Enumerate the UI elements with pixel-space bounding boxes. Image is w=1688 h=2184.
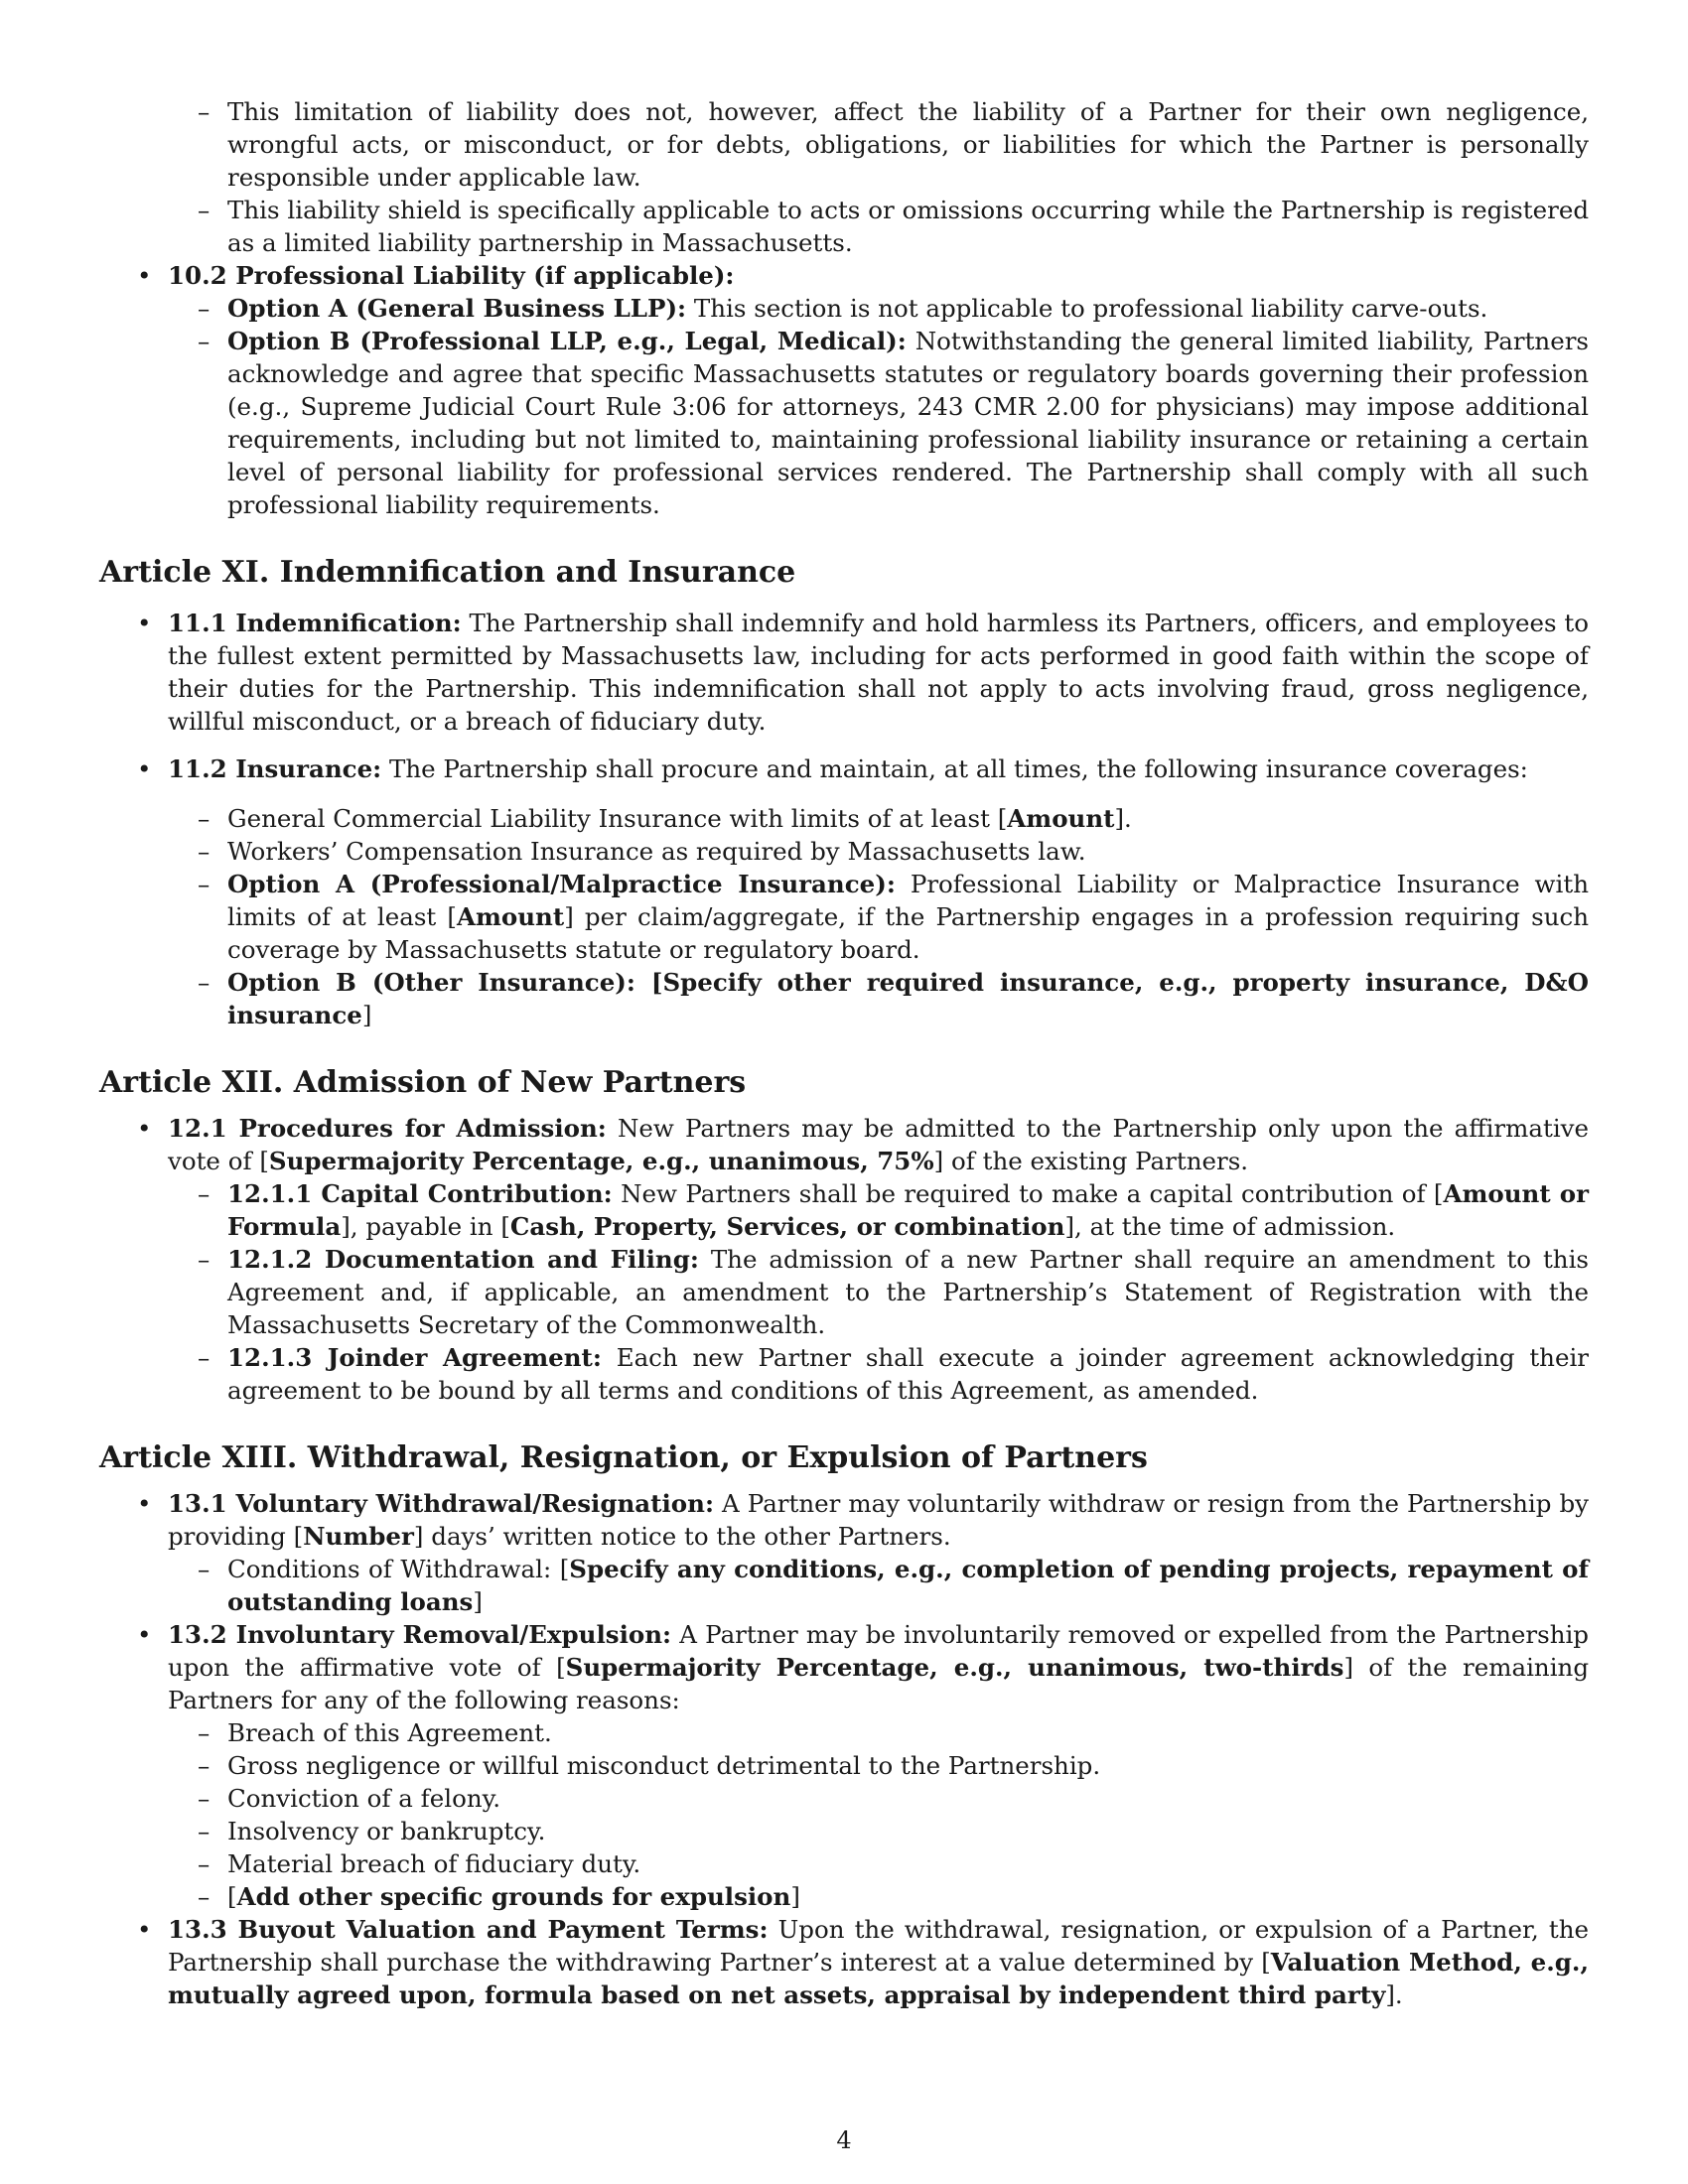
- placeholder-text: Supermajority Percentage, e.g., unanimous, 75%: [268, 1147, 934, 1175]
- placeholder-text: Specify any conditions, e.g., completion of pending projects, repayment of outstanding loans: [227, 1555, 1590, 1616]
- dash-marker: –: [198, 97, 211, 126]
- section-text: New Partners may be admitted to the Partnership only upon the affirmative vote of [: [168, 1114, 1590, 1175]
- option-text: Notwithstanding the general limited liability, Partners acknowledge and agree that specific Massachusetts statutes or regulatory boards governing their profession (e.g., Supreme Judicial Court Rule 3:06 for attorneys, 243 CMR 2.00 for physicians) may impose additional requirements, including but not limited to, maintaining professional liability insurance or retaining a certain level of personal liability for professional services rendered. The Partnership shall comply with all such professional liability requirements.: [227, 327, 1589, 519]
- dash-marker: –: [198, 968, 211, 997]
- dash-marker: –: [198, 1751, 211, 1780]
- list-item: [99, 1553, 1589, 1618]
- option-text: This section is not applicable to professional liability carve-outs.: [686, 294, 1488, 323]
- list-item: [99, 835, 1589, 868]
- list-item: [99, 95, 1589, 194]
- option-label: Option B (Other Insurance):: [227, 968, 635, 997]
- bullet-marker: •: [137, 1489, 152, 1518]
- dash-marker: –: [198, 1784, 211, 1813]
- item-text: ]: [790, 1882, 800, 1911]
- list-item: [99, 1815, 1589, 1847]
- item-text: ], at the time of admission.: [1064, 1212, 1396, 1241]
- option-label: Option A (Professional/Malpractice Insurance):: [227, 870, 896, 898]
- dash-marker: –: [198, 804, 211, 833]
- section-text: A Partner may voluntarily withdraw or resign from the Partnership by providing [: [168, 1489, 1589, 1551]
- list-item: [99, 1177, 1589, 1243]
- item-text: ]: [361, 1001, 372, 1029]
- item-text: Material breach of fiduciary duty.: [227, 1849, 641, 1878]
- section-title: 10.2 Professional Liability (if applicable):: [168, 261, 735, 290]
- item-text: Workers’ Compensation Insurance as required by Massachusetts law.: [227, 837, 1086, 866]
- article-12-list: [99, 1112, 1589, 1407]
- dash-marker: –: [198, 1179, 211, 1208]
- subsection-label: 12.1.1 Capital Contribution:: [227, 1179, 613, 1208]
- list-item: [99, 868, 1589, 966]
- list-item: [99, 1487, 1589, 1618]
- item-text: ] per claim/aggregate, if the Partnership engages in a profession requiring such coverage by Massachusetts statute or regulatory board.: [227, 902, 1589, 964]
- list-item: [99, 325, 1589, 521]
- list-item: [99, 1782, 1589, 1815]
- dash-marker: –: [198, 1849, 211, 1878]
- option-label: Option A (General Business LLP):: [227, 294, 687, 323]
- dash-marker: –: [198, 294, 211, 323]
- list-item: [99, 1847, 1589, 1880]
- item-text: Conviction of a felony.: [227, 1784, 500, 1813]
- section-text: The Partnership shall indemnify and hold harmless its Partners, officers, and employees to the fullest extent permitted by Massachusetts law, including for acts performed in good faith within the scope of their duties for the Partnership. This indemnification shall not apply to acts involving fraud, gross negligence, willful misconduct, or a breach of fiduciary duty.: [168, 609, 1589, 736]
- placeholder-text: Valuation Method, e.g., mutually agreed upon, formula based on net assets, appraisal by independent third party: [168, 1948, 1589, 2009]
- item-text: ]: [473, 1587, 483, 1616]
- list-item: [99, 292, 1589, 325]
- dash-marker: –: [198, 1718, 211, 1747]
- article-heading: Article XII. Admission of New Partners: [99, 1065, 747, 1100]
- bullet-marker: •: [137, 1915, 152, 1944]
- item-text: ], payable in [: [341, 1212, 510, 1241]
- placeholder-text: Supermajority Percentage, e.g., unanimous, two-thirds: [565, 1653, 1344, 1682]
- list-item: [99, 194, 1589, 259]
- list-item: [99, 1716, 1589, 1749]
- item-text: New Partners shall be required to make a capital contribution of [: [612, 1179, 1444, 1208]
- section-10-1-continued: [99, 95, 1589, 259]
- item-text: Conditions of Withdrawal: [: [227, 1555, 570, 1583]
- list-item: [99, 966, 1589, 1031]
- item-text: Breach of this Agreement.: [227, 1718, 552, 1747]
- dash-marker: –: [198, 327, 211, 355]
- section-text: A Partner may be involuntarily removed or expelled from the Partnership upon the affirmative vote of [: [168, 1620, 1589, 1682]
- bullet-marker: •: [137, 754, 152, 783]
- dash-marker: –: [198, 1343, 211, 1372]
- placeholder-text: Cash, Property, Services, or combination: [509, 1212, 1065, 1241]
- item-text: [: [634, 968, 663, 997]
- bullet-marker: •: [137, 1620, 152, 1649]
- placeholder-text: Amount or Formula: [227, 1179, 1590, 1241]
- dash-marker: –: [198, 1817, 211, 1845]
- article-heading: Article XI. Indemnification and Insurance: [99, 555, 796, 590]
- list-item: [99, 1880, 1589, 1913]
- section-label: 11.1 Indemnification:: [168, 609, 462, 637]
- section-label: 12.1 Procedures for Admission:: [168, 1114, 607, 1143]
- section-text: ] days’ written notice to the other Partners.: [413, 1522, 951, 1551]
- item-text: The admission of a new Partner shall require an amendment to this Agreement and, if applicable, an amendment to the Partnership’s Statement of Registration with the Massachusetts Secretary of the Commonwealth.: [227, 1245, 1589, 1339]
- list-item: [99, 802, 1589, 835]
- section-10-2: [99, 259, 1589, 521]
- item-text: Gross negligence or willful misconduct detrimental to the Partnership.: [227, 1751, 1101, 1780]
- item-text: This limitation of liability does not, however, affect the liability of a Partner for their own negligence, wrongful acts, or misconduct, or for debts, obligations, or liabilities for which the Partner is personally responsible under applicable law.: [227, 97, 1589, 192]
- item-text: Insolvency or bankruptcy.: [227, 1817, 546, 1845]
- section-text: The Partnership shall procure and maintain, at all times, the following insurance coverages:: [381, 754, 1528, 783]
- section-label: 13.2 Involuntary Removal/Expulsion:: [168, 1620, 672, 1649]
- dash-marker: –: [198, 1555, 211, 1583]
- item-text: This liability shield is specifically applicable to acts or omissions occurring while the Partnership is registered as a limited liability partnership in Massachusetts.: [227, 196, 1589, 257]
- placeholder-text: Number: [303, 1522, 414, 1551]
- bullet-marker: •: [137, 261, 152, 290]
- dash-marker: –: [198, 870, 211, 898]
- list-item: [99, 1112, 1589, 1407]
- list-item: [99, 752, 1589, 785]
- list-item: [99, 1618, 1589, 1913]
- bullet-marker: •: [137, 1114, 152, 1143]
- dash-marker: –: [198, 196, 211, 224]
- list-item: [99, 607, 1589, 738]
- article-11-list: [99, 607, 1589, 785]
- option-label: Option B (Professional LLP, e.g., Legal, Medical):: [227, 327, 907, 355]
- subsection-label: 12.1.3 Joinder Agreement:: [227, 1343, 602, 1372]
- page-number: 4: [836, 2126, 852, 2154]
- section-label: 11.2 Insurance:: [168, 754, 382, 783]
- article-heading: Article XIII. Withdrawal, Resignation, or Expulsion of Partners: [99, 1440, 1148, 1475]
- placeholder-text: Amount: [456, 902, 565, 931]
- dash-marker: –: [198, 1882, 211, 1911]
- item-text: Professional Liability or Malpractice Insurance with limits of at least [: [227, 870, 1589, 931]
- item-text: [: [227, 1882, 237, 1911]
- list-item: [99, 1913, 1589, 2011]
- document-page: [99, 95, 1589, 2011]
- subsection-label: 12.1.2 Documentation and Filing:: [227, 1245, 699, 1274]
- placeholder-text: Specify other required insurance, e.g., property insurance, D&O insurance: [227, 968, 1589, 1029]
- list-item: [99, 1341, 1589, 1407]
- section-text: ].: [1385, 1980, 1403, 2009]
- section-text: ] of the existing Partners.: [933, 1147, 1249, 1175]
- bullet-marker: •: [137, 609, 152, 637]
- section-text: Upon the withdrawal, resignation, or expulsion of a Partner, the Partnership shall purchase the withdrawing Partner’s interest at a value determined by [: [168, 1915, 1589, 1977]
- placeholder-text: Amount: [1007, 804, 1115, 833]
- item-text: Each new Partner shall execute a joinder agreement acknowledging their agreement to be bound by all terms and conditions of this Agreement, as amended.: [227, 1343, 1590, 1405]
- dash-marker: –: [198, 1245, 211, 1274]
- list-item: [99, 1749, 1589, 1782]
- article-13-list: [99, 1487, 1589, 2011]
- section-label: 13.1 Voluntary Withdrawal/Resignation:: [168, 1489, 714, 1518]
- section-label: 13.3 Buyout Valuation and Payment Terms:: [168, 1915, 769, 1944]
- placeholder-text: Add other specific grounds for expulsion: [236, 1882, 791, 1911]
- item-text: ].: [1114, 804, 1132, 833]
- dash-marker: –: [198, 837, 211, 866]
- section-text: ] of the remaining Partners for any of the following reasons:: [168, 1653, 1589, 1714]
- insurance-list: [99, 802, 1589, 1031]
- list-item: [99, 1243, 1589, 1341]
- list-item: [99, 259, 1589, 521]
- item-text: General Commercial Liability Insurance with limits of at least [: [227, 804, 1008, 833]
